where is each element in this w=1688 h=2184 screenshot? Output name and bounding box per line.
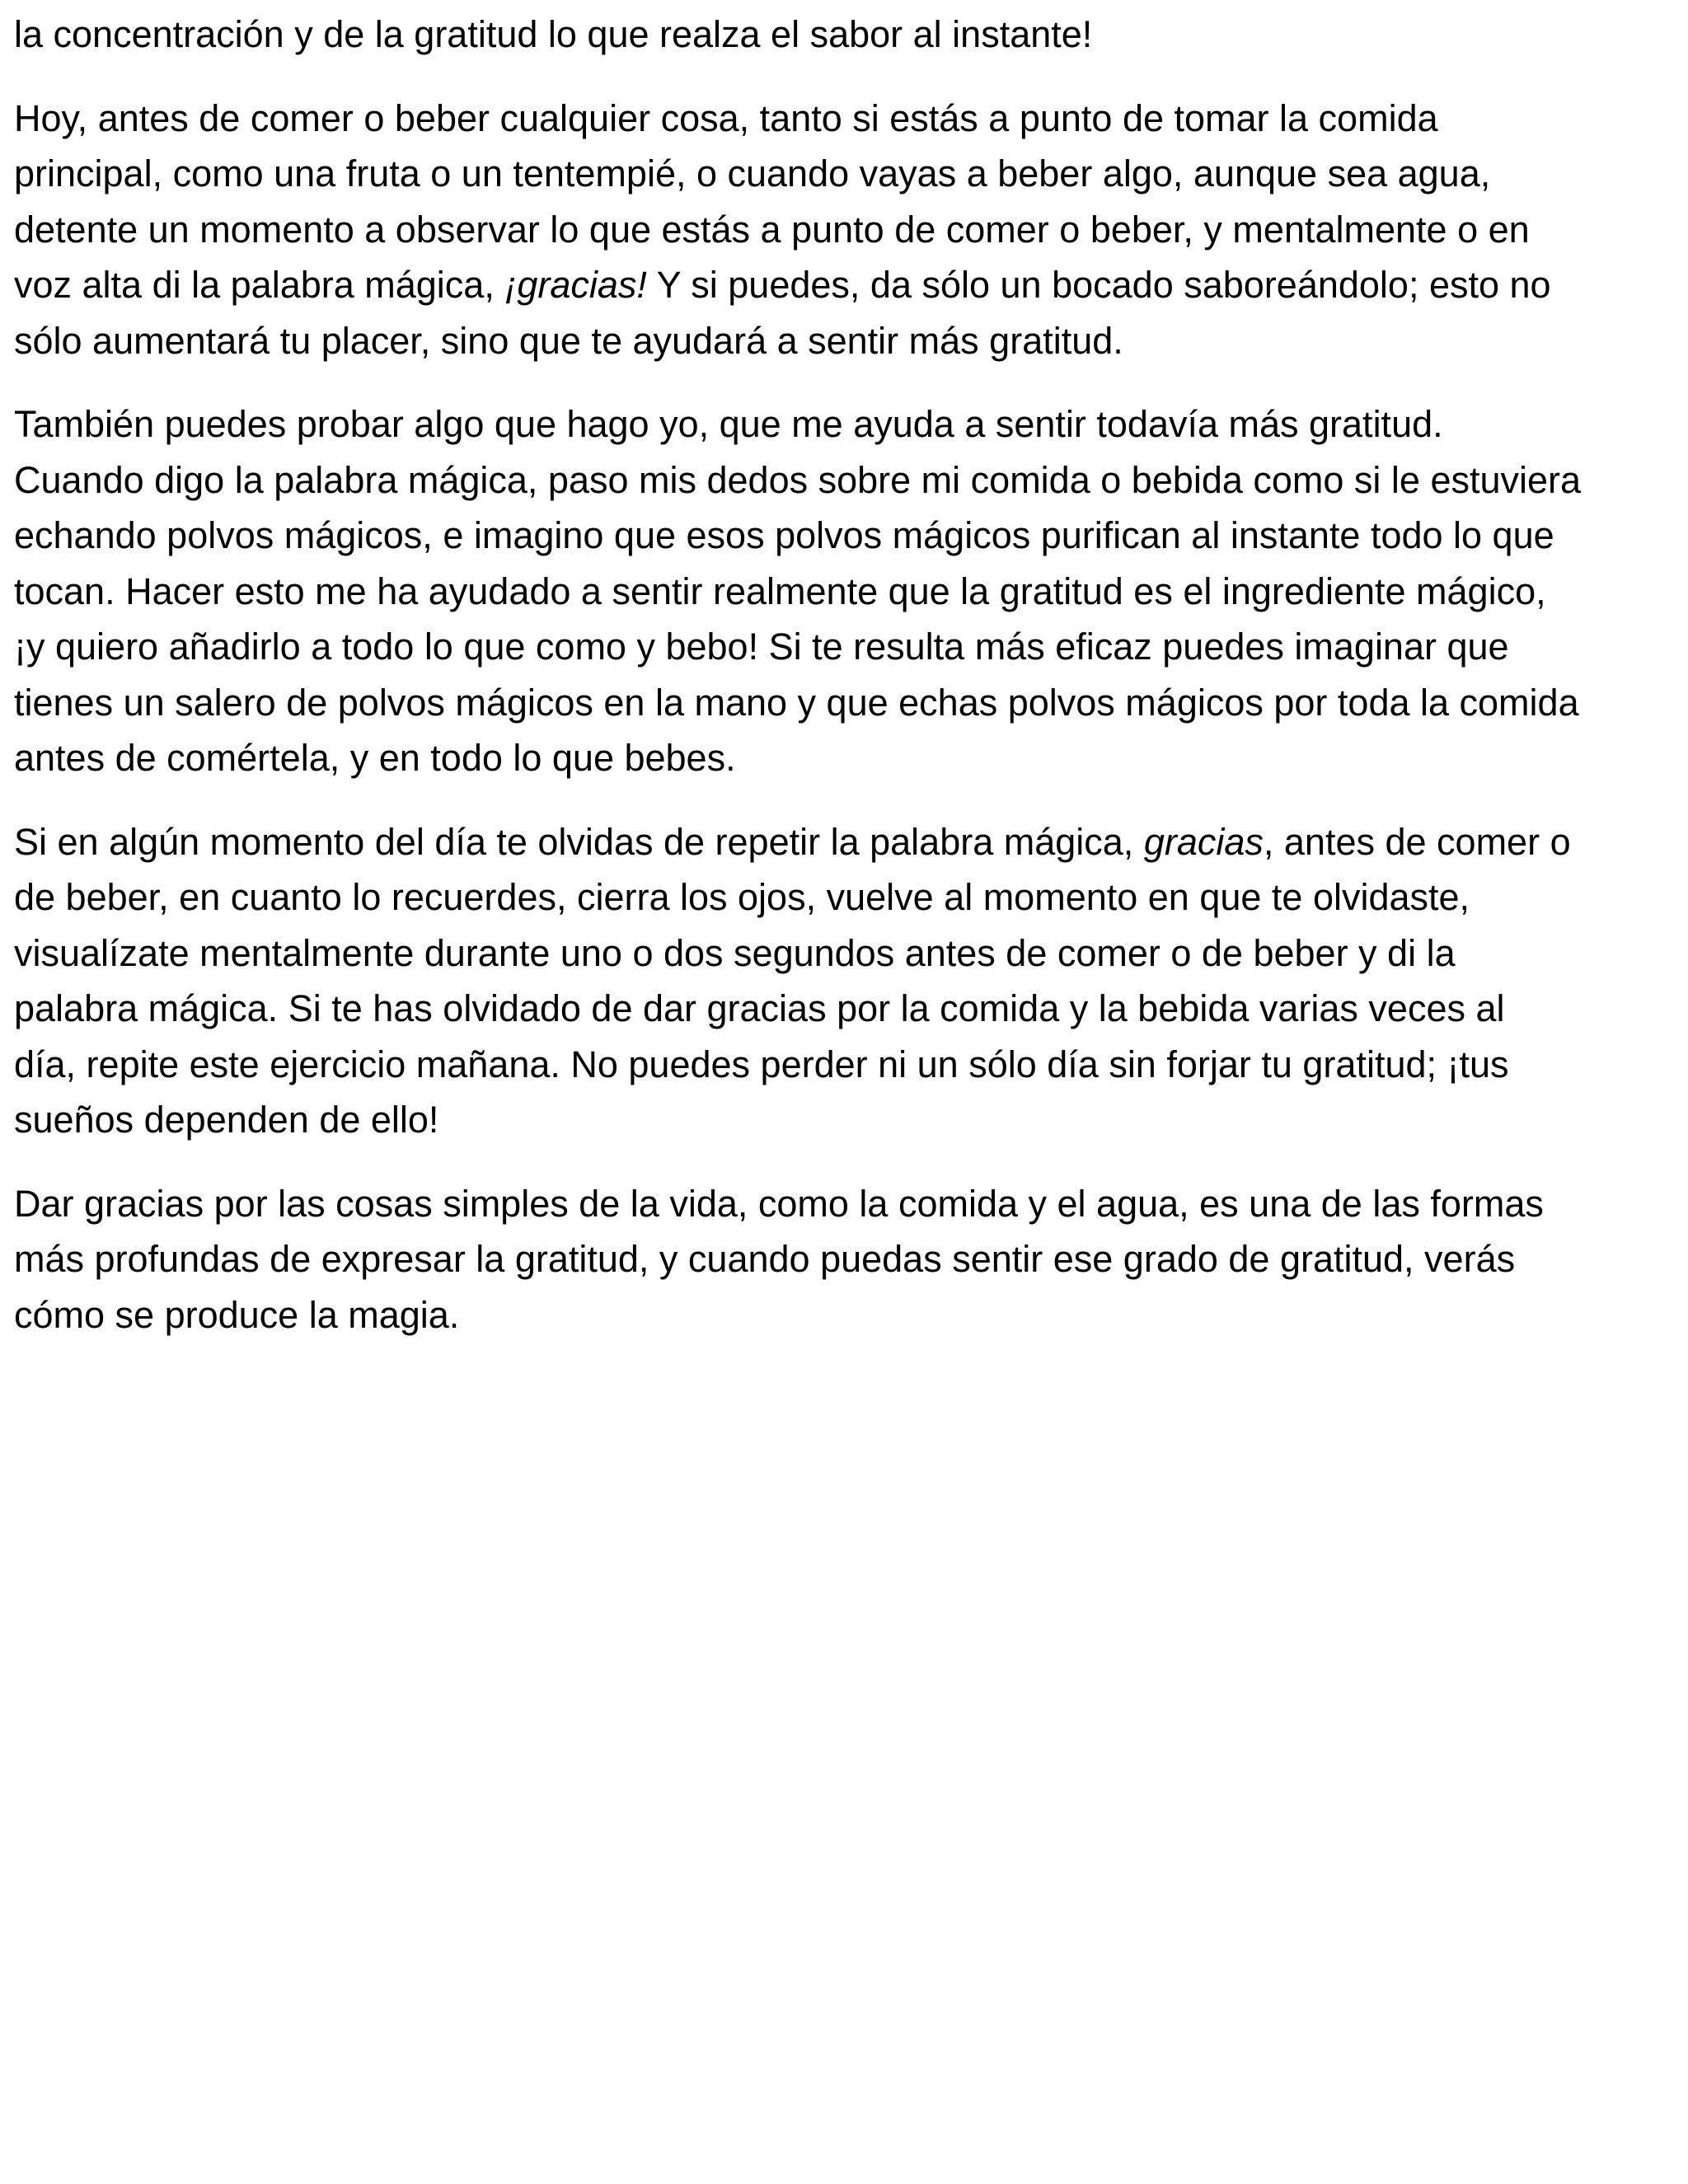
text-line: sólo aumentará tu placer, sino que te ayudará a sentir más gratitud. <box>14 319 1123 362</box>
text-line: Si en algún momento del día te olvidas de repetir la palabra mágica, gracias, antes de comer o <box>14 820 1571 863</box>
paragraph-2 <box>14 91 1681 369</box>
text-line: Dar gracias por las cosas simples de la vida, como la comida y el agua, es una de las formas <box>14 1182 1544 1225</box>
text-line: Cuando digo la palabra mágica, paso mis dedos sobre mi comida o bebida como si le estuviera <box>14 458 1582 501</box>
text-line: tocan. Hacer esto me ha ayudado a sentir realmente que la gratitud es el ingrediente mágico, <box>14 569 1546 612</box>
paragraph-1 <box>14 7 1681 63</box>
text-line: de beber, en cuanto lo recuerdes, cierra los ojos, vuelve al momento en que te olvidaste, <box>14 876 1470 918</box>
emphasis-gracias: ¡gracias! <box>504 264 647 306</box>
text-line: sueños dependen de ello! <box>14 1099 439 1141</box>
text-line: la concentración y de la gratitud lo que realza el sabor al instante! <box>14 13 1093 55</box>
text-line: voz alta di la palabra mágica, ¡gracias! Y si puedes, da sólo un bocado saboreándolo; esto no <box>14 264 1551 306</box>
text-line: cómo se produce la magia. <box>14 1293 460 1336</box>
text-line: día, repite este ejercicio mañana. No puedes perder ni un sólo día sin forjar tu gratitud; ¡tus <box>14 1043 1509 1085</box>
text-line: antes de comértela, y en todo lo que bebes. <box>14 737 736 779</box>
paragraph-3 <box>14 396 1681 786</box>
text-line: palabra mágica. Si te has olvidado de dar gracias por la comida y la bebida varias veces al <box>14 987 1505 1029</box>
text-line: detente un momento a observar lo que estás a punto de comer o beber, y mentalmente o en <box>14 208 1530 251</box>
text-line: ¡y quiero añadirlo a todo lo que como y bebo! Si te resulta más eficaz puedes imaginar que <box>14 626 1509 668</box>
text-line: echando polvos mágicos, e imagino que esos polvos mágicos purifican al instante todo lo que <box>14 514 1554 556</box>
paragraph-5 <box>14 1176 1681 1343</box>
text-line: Hoy, antes de comer o beber cualquier cosa, tanto si estás a punto de tomar la comida <box>14 96 1438 139</box>
text-line: tienes un salero de polvos mágicos en la mano y que echas polvos mágicos por toda la comida <box>14 681 1579 724</box>
text-line: También puedes probar algo que hago yo, que me ayuda a sentir todavía más gratitud. <box>14 403 1443 445</box>
text-line: más profundas de expresar la gratitud, y cuando puedas sentir ese grado de gratitud, verás <box>14 1238 1516 1280</box>
text-line: principal, como una fruta o un tentempié, o cuando vayas a beber algo, aunque sea agua, <box>14 152 1491 194</box>
document-page <box>14 7 1681 1371</box>
emphasis-gracias: gracias <box>1143 820 1264 863</box>
paragraph-4 <box>14 814 1681 1148</box>
text-line: visualízate mentalmente durante uno o dos segundos antes de comer o de beber y di la <box>14 931 1456 974</box>
